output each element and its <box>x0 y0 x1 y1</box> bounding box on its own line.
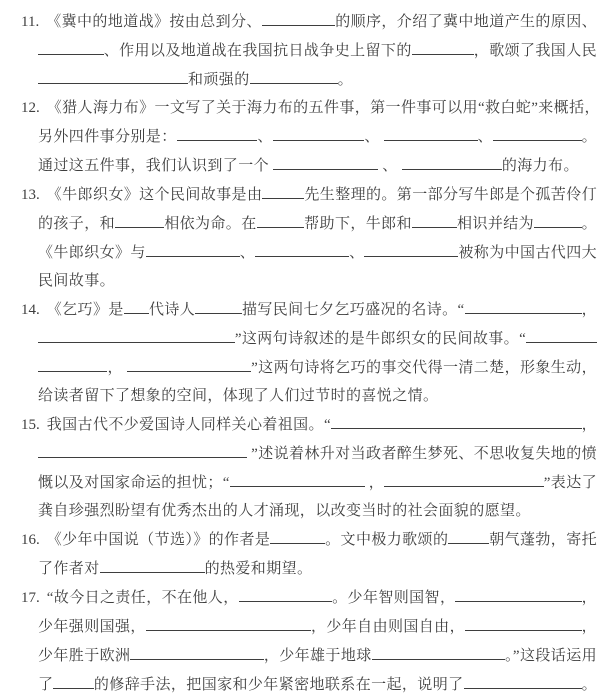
question-line <box>21 410 597 439</box>
fill-in-blank <box>448 525 489 544</box>
question-17 <box>21 583 597 699</box>
text-run: 另外四件事分别是： <box>38 129 177 145</box>
text-run: 、 <box>364 129 384 145</box>
text-run: 。 <box>337 72 354 88</box>
question-line <box>38 267 597 295</box>
fill-in-blank <box>364 238 458 257</box>
text-run: ， <box>581 590 597 606</box>
text-run: 龚自珍强烈盼望有优秀杰出的人才涌现，以改变当时的社会面貌的愿望。 <box>38 503 531 519</box>
text-run: “故今日之责任，不在他人， <box>46 590 239 606</box>
text-run: ， <box>364 475 385 491</box>
text-run: ，少年雄于地球 <box>263 648 372 664</box>
fill-in-blank <box>38 65 188 84</box>
question-number: 12. <box>21 100 40 116</box>
text-run: ， <box>107 360 128 376</box>
text-run: 、 <box>349 245 365 261</box>
text-run: 的海力布。 <box>501 158 579 174</box>
text-run: 相识并结为 <box>457 216 535 232</box>
fill-in-blank <box>195 295 242 314</box>
text-run: 的修辞手法，把国家和少年紧密地联系在一起，说明了 <box>93 677 464 693</box>
question-line <box>21 295 597 324</box>
question-line <box>38 324 597 353</box>
question-line <box>38 497 597 525</box>
text-run: 《少年中国说（节选）》的作者是 <box>46 532 271 548</box>
text-run: 的孩子，和 <box>38 216 116 232</box>
text-run: 民间故事。 <box>38 273 116 289</box>
question-line <box>38 382 597 410</box>
question-line <box>21 94 600 122</box>
fill-in-blank <box>465 295 582 314</box>
text-run: ， <box>581 302 597 318</box>
question-line <box>38 670 597 699</box>
fill-in-blank <box>146 612 311 631</box>
question-12 <box>21 94 600 180</box>
text-run: ”这两句诗叙述的是牛郎织女的民间故事。“ <box>234 331 527 347</box>
text-run: 《冀中的地道战》按由总到分、 <box>46 14 262 30</box>
text-run: ， <box>581 417 597 433</box>
text-run: 朝气蓬勃，寄托 <box>489 532 597 548</box>
question-line <box>38 65 597 94</box>
fill-in-blank <box>38 36 104 55</box>
text-run: 。”这段话运用 <box>505 648 597 664</box>
fill-in-blank <box>270 525 325 544</box>
fill-in-blank <box>127 353 251 372</box>
text-run: ”表达了 <box>543 475 597 491</box>
fill-in-blank <box>255 238 349 257</box>
fill-in-blank <box>464 670 582 689</box>
fill-in-blank <box>38 439 247 458</box>
fill-in-blank <box>493 122 582 141</box>
fill-in-blank <box>534 209 582 228</box>
text-run: 通过这五件事，我们认识到了一个 <box>38 158 274 174</box>
question-number: 15. <box>21 417 40 433</box>
text-run: 了 <box>38 677 54 693</box>
text-run: 。文中极力歌颂的 <box>325 532 449 548</box>
fill-in-blank <box>331 410 582 429</box>
question-number: 11. <box>21 14 40 30</box>
question-line <box>21 525 597 554</box>
question-line <box>21 7 597 36</box>
fill-in-blank <box>124 295 149 314</box>
fill-in-blank <box>257 209 305 228</box>
fill-in-blank <box>412 36 474 55</box>
text-run: 代诗人 <box>148 302 196 318</box>
text-run: 的热爱和期望。 <box>204 561 313 577</box>
question-line <box>38 151 597 180</box>
fill-in-blank <box>100 554 205 573</box>
question-line <box>38 353 597 382</box>
question-15 <box>21 410 597 525</box>
fill-in-blank <box>262 7 335 26</box>
question-line <box>38 209 597 238</box>
question-11 <box>21 7 597 94</box>
fill-in-blank <box>38 353 107 372</box>
text-run: 被称为中国古代四大 <box>458 245 597 261</box>
text-run: 《乞巧》是 <box>46 302 124 318</box>
fill-in-blank <box>384 122 478 141</box>
question-line <box>38 554 597 583</box>
text-run: 的顺序，介绍了冀中地道产生的原因、 <box>335 14 597 30</box>
question-number: 17. <box>21 590 40 606</box>
question-16 <box>21 525 597 583</box>
fill-in-blank <box>115 209 164 228</box>
text-run: ，少年自由则国自由， <box>310 619 465 635</box>
text-run: 、 <box>378 158 402 174</box>
text-run: 相依为命。在 <box>164 216 257 232</box>
question-14 <box>21 295 597 410</box>
question-line <box>38 612 597 641</box>
fill-in-blank <box>526 324 597 343</box>
text-run: 慨以及对国家命运的担忧；“ <box>38 475 230 491</box>
text-run: ”这两句诗将乞巧的事交代得一清二楚，形象生动， <box>251 360 597 376</box>
question-number: 14. <box>21 302 40 318</box>
question-line <box>38 36 597 65</box>
question-13 <box>21 180 597 295</box>
fill-in-blank <box>177 122 258 141</box>
question-number: 16. <box>21 532 40 548</box>
text-run: 少年胜于欧洲 <box>38 648 131 664</box>
text-run: 、作用以及地道战在我国抗日战争史上留下的 <box>103 43 412 59</box>
text-run: ， <box>581 619 597 635</box>
text-run: 《牛郎织女》与 <box>38 245 146 261</box>
fill-in-blank <box>273 122 365 141</box>
fill-in-blank <box>239 583 333 602</box>
question-line <box>38 641 597 670</box>
question-line <box>38 122 597 151</box>
text-run: 、 <box>239 245 256 261</box>
fill-in-blank <box>53 670 93 689</box>
fill-in-blank <box>130 641 263 660</box>
fill-in-blank <box>412 209 457 228</box>
fill-in-blank <box>262 180 304 199</box>
text-run: 先生整理的。第一部分写牛郎是个孤苦伶仃 <box>304 187 597 203</box>
text-run: 我国古代不少爱国诗人同样关心着祖国。“ <box>46 417 332 433</box>
fill-in-blank <box>146 238 240 257</box>
question-line <box>38 238 597 267</box>
text-run: 、 <box>477 129 493 145</box>
fill-in-blank <box>465 612 582 631</box>
fill-in-blank <box>402 151 502 170</box>
fill-in-blank <box>273 151 378 170</box>
text-run: 给读者留下了想象的空间，体现了人们过节时的喜悦之情。 <box>38 388 439 404</box>
text-run: 帮助下，牛郎和 <box>304 216 412 232</box>
fill-in-blank <box>38 324 235 343</box>
question-line <box>21 583 597 612</box>
text-run: ”述说着林升对当政者醉生梦死、不思收复失地的愤 <box>246 446 597 462</box>
text-run: 。 <box>581 677 597 693</box>
text-run: 《牛郎织女》这个民间故事是由 <box>46 187 263 203</box>
text-run: 描写民间七夕乞巧盛况的名诗。“ <box>241 302 465 318</box>
text-run: 。 <box>581 216 598 232</box>
fill-in-blank <box>230 468 365 487</box>
question-number: 13. <box>21 187 40 203</box>
question-line <box>38 468 597 497</box>
question-line <box>38 439 597 468</box>
text-run: 了作者对 <box>38 561 100 577</box>
text-run: 。少年智则国智， <box>332 590 456 606</box>
fill-in-blank <box>384 468 544 487</box>
fill-in-blank <box>455 583 581 602</box>
fill-in-blank <box>250 65 338 84</box>
text-run: 。 <box>581 129 597 145</box>
text-run: 、 <box>257 129 273 145</box>
text-run: 《猎人海力布》一文写了关于海力布的五件事，第一件事可以用“救白蛇”来概括， <box>46 100 600 116</box>
text-run: ，歌颂了我国人民 <box>473 43 597 59</box>
fill-in-blank <box>372 641 505 660</box>
text-run: 少年强则国强， <box>38 619 146 635</box>
text-run: 和顽强的 <box>188 72 250 88</box>
question-line <box>21 180 597 209</box>
